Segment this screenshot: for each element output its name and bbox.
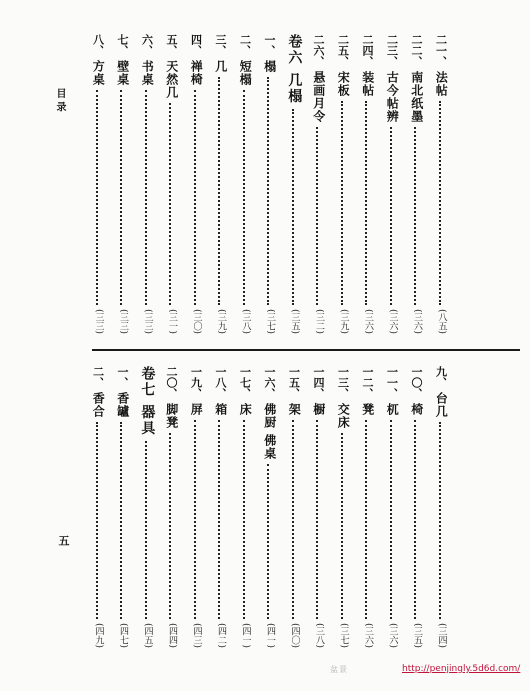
leader-dots xyxy=(316,420,321,619)
toc-entry xyxy=(383,366,401,648)
entry-number: 一〇、 xyxy=(410,366,423,399)
toc-entry xyxy=(236,34,254,334)
entry-number: 二二、 xyxy=(410,34,423,67)
entry-number: 一五、 xyxy=(287,366,301,399)
entry-page-number: (四九) xyxy=(93,622,104,648)
source-url[interactable]: http://penjingly.5d6d.com/ xyxy=(402,664,521,674)
leader-dots xyxy=(194,90,199,305)
leader-dots xyxy=(365,420,370,619)
leader-dots xyxy=(243,420,248,619)
running-title: 目 录 xyxy=(54,88,65,112)
entry-page-number: (三九) xyxy=(338,308,349,334)
entry-title: 佛厨 佛桌 xyxy=(262,403,277,461)
leader-dots xyxy=(341,101,346,305)
entry-title: 法帖 xyxy=(434,71,449,97)
entry-number: 三、 xyxy=(214,34,227,56)
entry-title: 书桌 xyxy=(140,60,155,86)
entry-number: 二六、 xyxy=(312,34,325,67)
toc-entry xyxy=(89,34,107,334)
leader-dots xyxy=(414,420,419,619)
entry-number: 六、 xyxy=(140,34,154,56)
juan-heading xyxy=(138,366,156,648)
entry-title: 几 xyxy=(213,60,228,73)
entry-title: 南北纸墨 xyxy=(409,71,424,123)
toc-entry xyxy=(114,366,132,648)
toc-entry xyxy=(114,34,132,334)
toc-entry xyxy=(359,366,377,648)
entry-title: 杌 xyxy=(385,403,400,416)
leader-dots xyxy=(267,77,272,305)
entry-number: 七、 xyxy=(116,34,129,56)
leader-dots xyxy=(96,90,101,305)
entry-title: 橱 xyxy=(311,403,326,416)
leader-dots xyxy=(145,90,150,305)
entry-number: 一四、 xyxy=(312,366,325,399)
entry-page-number: (三六) xyxy=(363,308,373,334)
entry-number: 二、 xyxy=(238,34,252,56)
entry-number: 一九、 xyxy=(189,366,203,399)
entry-title: 台几 xyxy=(434,392,449,418)
entry-page-number: (三七) xyxy=(265,308,275,334)
leader-dots xyxy=(169,103,174,305)
entry-title: 床 xyxy=(238,403,253,416)
leader-dots xyxy=(414,127,419,305)
entry-page-number: (三〇) xyxy=(191,308,202,334)
entry-page-number: (三二) xyxy=(314,308,324,334)
entry-page-number: (三六) xyxy=(387,308,398,334)
leader-dots xyxy=(292,420,297,619)
entry-title: 香合 xyxy=(91,392,106,418)
entry-title: 屏 xyxy=(189,403,204,416)
entry-title: 宋板 xyxy=(336,71,351,97)
leader-dots xyxy=(390,127,395,305)
entry-page-number: (四二) xyxy=(216,622,226,648)
leader-dots xyxy=(218,77,223,305)
entry-number: 二、 xyxy=(91,366,105,388)
entry-page-number: (三一) xyxy=(167,308,177,334)
entry-number: 二五、 xyxy=(336,34,350,67)
entry-title: 香罏 xyxy=(115,392,130,418)
entry-number: 一、 xyxy=(116,366,129,388)
entry-page-number: (三六) xyxy=(387,622,398,648)
leader-dots xyxy=(316,127,321,305)
entry-page-number: (三八) xyxy=(240,308,251,334)
toc-entry xyxy=(383,34,401,334)
entry-number: 一一、 xyxy=(385,366,399,399)
entry-title: 榻 xyxy=(262,60,277,73)
toc-entry xyxy=(236,366,254,648)
entry-number: 一七、 xyxy=(238,366,252,399)
section-divider xyxy=(92,349,520,351)
entry-number: 一三、 xyxy=(336,366,350,399)
entry-page-number: (三六) xyxy=(363,622,373,648)
entry-number: 一二、 xyxy=(361,366,374,399)
entry-number: 九、 xyxy=(434,366,448,388)
toc-entry xyxy=(408,34,426,334)
entry-number: 四、 xyxy=(189,34,203,56)
entry-page-number: (三三) xyxy=(93,308,104,334)
toc-entry xyxy=(212,34,230,334)
entry-title: 壁桌 xyxy=(115,60,130,86)
leader-dots xyxy=(390,420,395,619)
entry-page-number: (四三) xyxy=(191,622,202,648)
entry-number: 五、 xyxy=(165,34,178,56)
entry-number: 一、 xyxy=(263,34,276,56)
entry-page-number: (四七) xyxy=(118,622,128,648)
toc-entry xyxy=(261,366,279,648)
entry-title: 架 xyxy=(287,403,302,416)
page-number: 五 xyxy=(57,535,70,546)
toc-entry xyxy=(334,366,352,648)
leader-dots xyxy=(292,109,297,305)
entry-page-number: (三四) xyxy=(436,622,447,648)
entry-title: 凳 xyxy=(360,403,375,416)
leader-dots xyxy=(439,101,444,305)
entry-number: 八、 xyxy=(91,34,105,56)
entry-title: 天然几 xyxy=(164,60,179,99)
entry-page-number: (四一) xyxy=(265,622,275,648)
leader-dots xyxy=(145,441,150,619)
toc-entry xyxy=(310,34,328,334)
leader-dots xyxy=(365,101,370,305)
leader-dots xyxy=(120,90,125,305)
entry-number: 二〇、 xyxy=(165,366,178,399)
entry-page-number: (四〇) xyxy=(289,622,300,648)
juan-title: 卷七 器具 xyxy=(139,366,156,437)
leader-dots xyxy=(120,422,125,619)
entry-title: 禅椅 xyxy=(189,60,204,86)
leader-dots xyxy=(341,433,346,619)
entry-title: 方桌 xyxy=(91,60,106,86)
toc-entry xyxy=(310,366,328,648)
entry-number: 二一、 xyxy=(434,34,448,67)
toc-entry xyxy=(334,34,352,334)
leader-dots xyxy=(169,433,174,619)
entry-page-number: (三五) xyxy=(412,622,422,648)
toc-entry xyxy=(432,366,450,648)
entry-page-number: (四一) xyxy=(240,622,251,648)
juan-heading xyxy=(285,34,303,334)
entry-title: 古今帖辨 xyxy=(385,71,400,123)
leader-dots xyxy=(267,464,272,619)
entry-number: 一六、 xyxy=(263,366,276,399)
entry-title: 悬画月令 xyxy=(311,71,326,123)
entry-title: 脚凳 xyxy=(164,403,179,429)
entry-page-number: (三三) xyxy=(142,308,153,334)
entry-number: 二三、 xyxy=(385,34,399,67)
toc-entry xyxy=(187,34,205,334)
entry-page-number: (三七) xyxy=(338,622,349,648)
toc-entry xyxy=(163,366,181,648)
toc-entry xyxy=(89,366,107,648)
entry-page-number: (三九) xyxy=(216,308,226,334)
watermark: 盆景 xyxy=(330,665,348,674)
toc-entry xyxy=(212,366,230,648)
entry-title: 椅 xyxy=(409,403,424,416)
juan-title: 卷六 几榻 xyxy=(286,34,303,105)
toc-entry xyxy=(163,34,181,334)
leader-dots xyxy=(96,422,101,619)
entry-page-number: (三三) xyxy=(118,308,128,334)
toc-entry xyxy=(432,34,450,334)
leader-dots xyxy=(194,420,199,619)
entry-title: 交床 xyxy=(336,403,351,429)
entry-page-number: (四四) xyxy=(167,622,177,648)
toc-entry xyxy=(261,34,279,334)
toc-entry xyxy=(408,366,426,648)
toc-entry xyxy=(359,34,377,334)
entry-title: 装帖 xyxy=(360,71,375,97)
entry-page-number: (三八) xyxy=(314,622,324,648)
entry-page-number: (八五) xyxy=(436,308,447,334)
entry-number: 二四、 xyxy=(361,34,374,67)
leader-dots xyxy=(439,422,444,619)
leader-dots xyxy=(243,90,248,305)
leader-dots xyxy=(218,420,223,619)
entry-title: 短榻 xyxy=(238,60,253,86)
entry-page-number: (三五) xyxy=(289,308,300,334)
toc-entry xyxy=(285,366,303,648)
toc-entry xyxy=(138,34,156,334)
entry-number: 一八、 xyxy=(214,366,227,399)
toc-entry xyxy=(187,366,205,648)
entry-title: 箱 xyxy=(213,403,228,416)
entry-page-number: (四五) xyxy=(142,622,153,648)
entry-page-number: (三六) xyxy=(412,308,422,334)
